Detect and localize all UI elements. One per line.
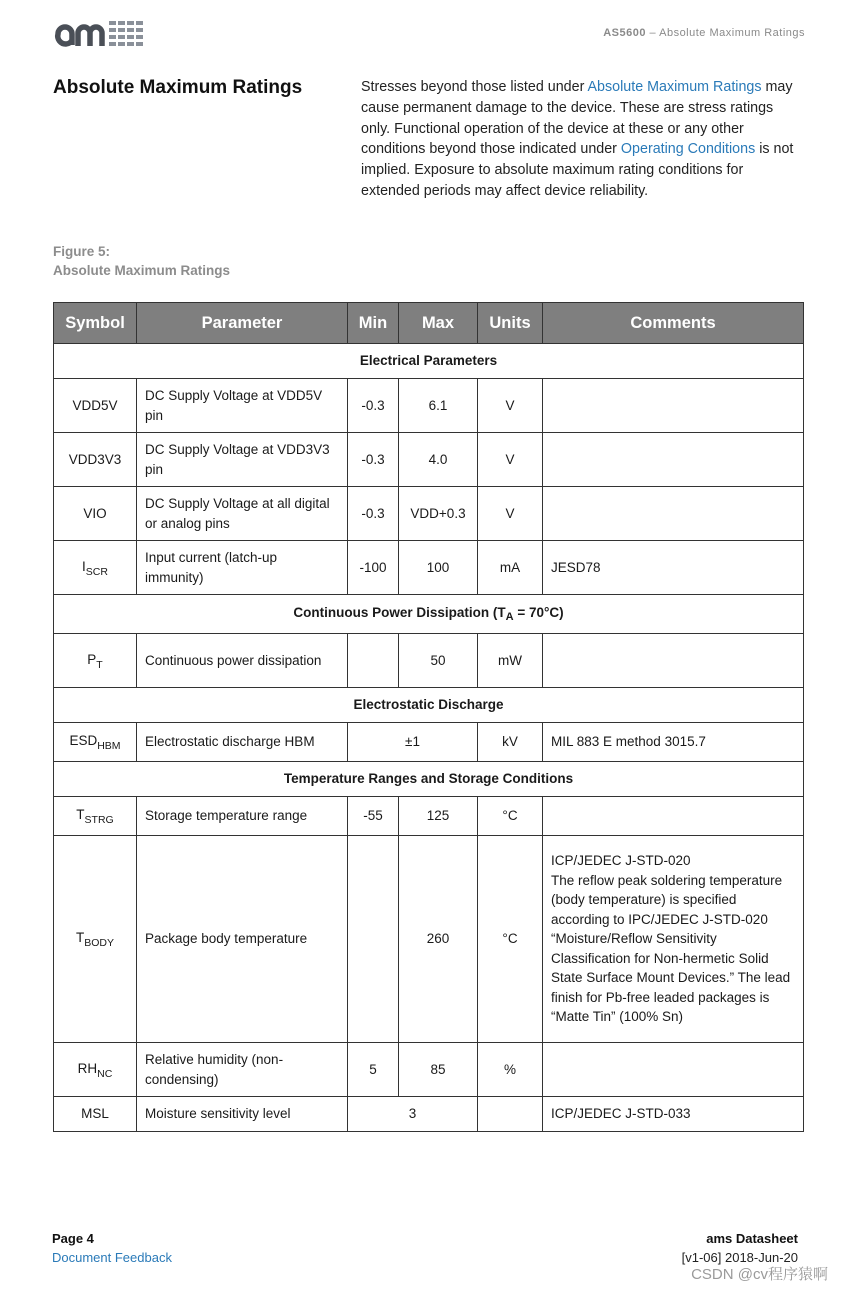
section-power-text-end: = 70°C) [513, 605, 564, 621]
symbol-subscript: NC [97, 1067, 113, 1080]
cell-parameter: DC Supply Voltage at all digital or analog pins [137, 487, 348, 541]
table-row [54, 634, 804, 688]
cell-symbol [54, 797, 137, 836]
header-comments: Comments [543, 303, 804, 344]
cell-comments [543, 836, 804, 1043]
cell-min [348, 634, 399, 688]
version-date: [v1-06] 2018-Jun-20 [681, 1250, 798, 1265]
cell-max: 6.1 [399, 379, 478, 433]
section-row-temperature [54, 762, 804, 797]
header-max: Max [399, 303, 478, 344]
table-row [54, 487, 804, 541]
cell-symbol: VDD3V3 [54, 433, 137, 487]
cell-comments [543, 797, 804, 836]
cell-units: V [478, 433, 543, 487]
table-header-row [54, 303, 804, 344]
cell-units: °C [478, 797, 543, 836]
table-row [54, 541, 804, 595]
comment-standard: ICP/JEDEC J-STD-020 [551, 853, 691, 869]
intro-text-3: is not implied. Exposure to absolute maximum rating conditions for extended periods may affect device reliability. [361, 141, 794, 199]
symbol-subscript: T [96, 658, 103, 671]
section-temp-label: Temperature Ranges and Storage Conditions [54, 762, 804, 797]
cell-min: -0.3 [348, 379, 399, 433]
cell-units: °C [478, 836, 543, 1043]
cell-min-max: 3 [348, 1097, 478, 1132]
cell-max: 85 [399, 1043, 478, 1097]
symbol-main: T [75, 930, 85, 946]
cell-max: 100 [399, 541, 478, 595]
footer-left [52, 1229, 172, 1267]
cell-parameter: DC Supply Voltage at VDD3V3 pin [137, 433, 348, 487]
operating-conditions-link[interactable]: Operating Conditions [620, 141, 756, 158]
section-title: Absolute Maximum Ratings [53, 77, 303, 98]
figure-label: Figure 5: [53, 244, 111, 259]
cell-comments [543, 433, 804, 487]
cell-units: mA [478, 541, 543, 595]
cell-parameter: DC Supply Voltage at VDD5V pin [137, 379, 348, 433]
cell-parameter: Package body temperature [137, 836, 348, 1043]
cell-units: % [478, 1043, 543, 1097]
symbol-subscript: STRG [84, 814, 114, 827]
cell-max: 125 [399, 797, 478, 836]
document-header-title [603, 27, 805, 39]
header-symbol: Symbol [54, 303, 137, 344]
figure-caption [53, 242, 230, 280]
cell-comments: JESD78 [543, 541, 804, 595]
section-row-esd [54, 688, 804, 723]
cell-symbol: VDD5V [54, 379, 137, 433]
section-electrical-label: Electrical Parameters [54, 344, 804, 379]
absolute-max-ratings-link[interactable]: Absolute Maximum Ratings [587, 79, 762, 95]
cell-comments [543, 379, 804, 433]
section-row-electrical [54, 344, 804, 379]
figure-title: Absolute Maximum Ratings [53, 263, 231, 278]
cell-parameter: Electrostatic discharge HBM [137, 723, 348, 762]
document-feedback-link[interactable]: Document Feedback [52, 1250, 172, 1265]
cell-parameter: Input current (latch-up immunity) [137, 541, 348, 595]
cell-max: 260 [399, 836, 478, 1043]
cell-max: 50 [399, 634, 478, 688]
section-power-text: Continuous Power Dissipation (T [293, 605, 506, 621]
cell-symbol [54, 634, 137, 688]
cell-comments [543, 1043, 804, 1097]
cell-min: -100 [348, 541, 399, 595]
section-esd-label: Electrostatic Discharge [54, 688, 804, 723]
cell-max: 4.0 [399, 433, 478, 487]
cell-min-max: ±1 [348, 723, 478, 762]
cell-symbol [54, 836, 137, 1043]
cell-parameter: Moisture sensitivity level [137, 1097, 348, 1132]
cell-comments [543, 634, 804, 688]
cell-min: -0.3 [348, 487, 399, 541]
section-row-power [54, 595, 804, 634]
cell-min: -0.3 [348, 433, 399, 487]
footer-right [682, 1229, 798, 1267]
cell-symbol [54, 541, 137, 595]
symbol-main: ESD [69, 733, 98, 749]
table-row [54, 433, 804, 487]
symbol-main: I [82, 558, 86, 574]
cell-symbol: MSL [54, 1097, 137, 1132]
intro-text-1: Stresses beyond those listed under [361, 79, 588, 95]
table-row [54, 836, 804, 1043]
page-number: Page 4 [52, 1231, 94, 1246]
section-power-label [54, 595, 804, 634]
cell-parameter: Continuous power dissipation [137, 634, 348, 688]
symbol-subscript: SCR [85, 565, 108, 578]
cell-comments: ICP/JEDEC J-STD-033 [543, 1097, 804, 1132]
cell-units: V [478, 379, 543, 433]
symbol-main: P [87, 651, 97, 667]
cell-symbol [54, 723, 137, 762]
cell-comments: MIL 883 E method 3015.7 [543, 723, 804, 762]
cell-min: -55 [348, 797, 399, 836]
intro-paragraph [361, 77, 806, 202]
symbol-main: T [76, 807, 85, 823]
header-doc-title: – Absolute Maximum Ratings [649, 27, 805, 39]
cell-min: 5 [348, 1043, 399, 1097]
cell-parameter: Relative humidity (non-condensing) [137, 1043, 348, 1097]
cell-min [348, 836, 399, 1043]
datasheet-label: ams Datasheet [706, 1231, 798, 1246]
cell-comments [543, 487, 804, 541]
ams-logo [52, 18, 162, 55]
intro-text-2: may cause permanent damage to the device. These are stress ratings only. Functional operation of the device at these or any other conditions beyond those indicated under [361, 79, 793, 158]
table-row [54, 797, 804, 836]
watermark: CSDN @cv程序猿啊 [691, 1266, 828, 1283]
header-units: Units [478, 303, 543, 344]
cell-symbol: VIO [54, 487, 137, 541]
cell-units: kV [478, 723, 543, 762]
symbol-subscript: BODY [84, 937, 114, 950]
comment-detail: The reflow peak soldering temperature (body temperature) is specified according to IPC/JEDEC J-STD-020 “Moisture/Reflow Sensitivity Classification for Non-hermetic Solid State Surface Mount Devices.” The lead finish for Pb-free leaded packages is “Matte Tin” (100% Sn) [551, 872, 791, 1025]
cell-units: V [478, 487, 543, 541]
section-power-subscript: A [505, 611, 514, 624]
table-row [54, 723, 804, 762]
cell-parameter: Storage temperature range [137, 797, 348, 836]
symbol-subscript: HBM [97, 740, 121, 753]
absolute-max-ratings-table [53, 302, 804, 1132]
cell-symbol [54, 1043, 137, 1097]
table-row [54, 379, 804, 433]
symbol-main: RH [77, 1060, 98, 1076]
part-number: AS5600 [603, 27, 646, 39]
table-row [54, 1097, 804, 1132]
cell-units [478, 1097, 543, 1132]
ams-logo-mark [52, 18, 162, 50]
cell-max: VDD+0.3 [399, 487, 478, 541]
table-row [54, 1043, 804, 1097]
header-parameter: Parameter [137, 303, 348, 344]
header-min: Min [348, 303, 399, 344]
cell-units: mW [478, 634, 543, 688]
